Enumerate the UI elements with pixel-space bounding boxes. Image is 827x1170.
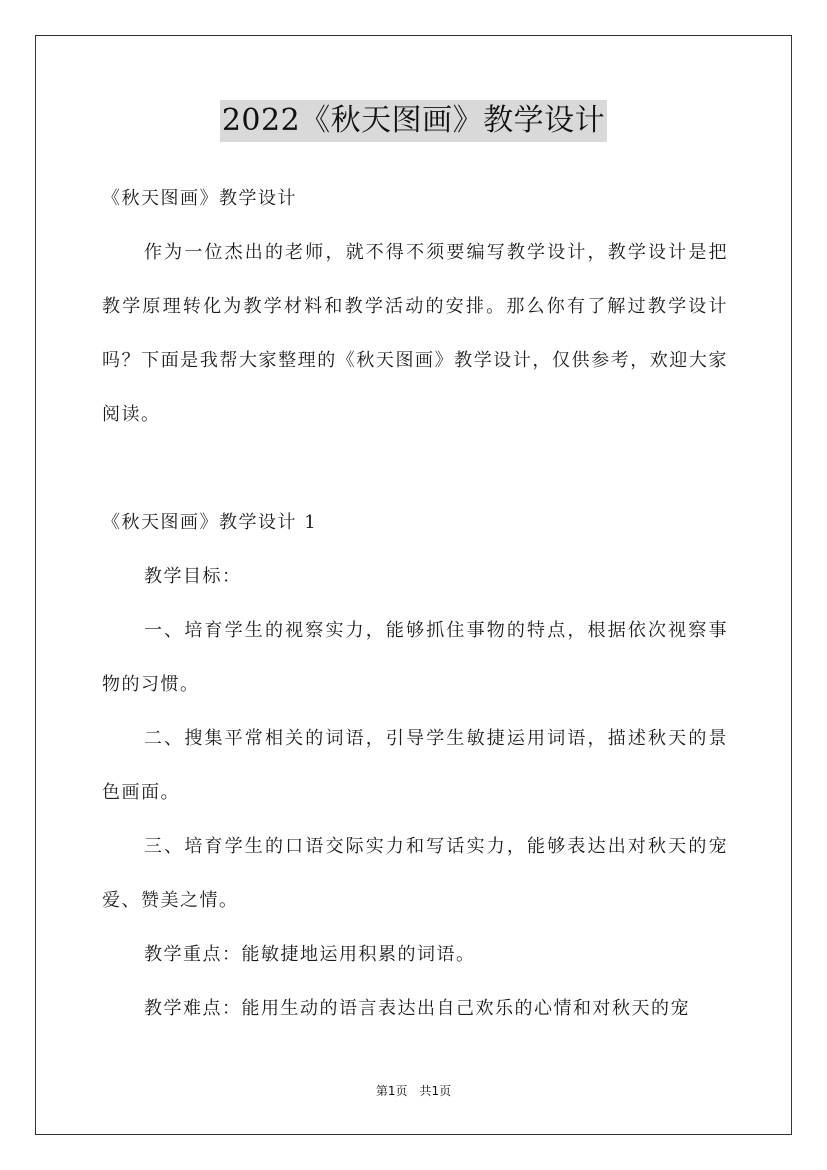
paragraph-objectives-label: 教学目标： [144,566,242,587]
page-number: 第1页 共1页 [375,1084,452,1098]
document-title: 2022《秋天图画》教学设计 [220,100,607,142]
spacer [102,442,728,496]
paragraph-key-point: 教学重点：能敏捷地运用积累的词语。 [144,944,476,965]
paragraph-objective-2: 二、搜集平常相关的词语，引导学生敏捷运用词语，描述秋天的景色画面。 [102,728,728,803]
subtitle: 《秋天图画》教学设计 [102,188,297,209]
paragraph-objective-3: 三、培育学生的口语交际实力和写话实力，能够表达出对秋天的宠爱、赞美之情。 [102,836,728,911]
paragraph-difficulty: 教学难点：能用生动的语言表达出自己欢乐的心情和对秋天的宠 [144,998,690,1019]
section-heading: 《秋天图画》教学设计 1 [102,512,318,533]
document-body [102,172,728,1036]
page-footer [0,1082,827,1099]
paragraph-objective-1: 一、培育学生的视察实力，能够抓住事物的特点，根据依次视察事物的习惯。 [102,620,728,695]
title-container [0,100,827,142]
intro-paragraph: 作为一位杰出的老师，就不得不须要编写教学设计，教学设计是把教学原理转化为教学材料和教学活动的安排。那么你有了解过教学设计吗？下面是我帮大家整理的《秋天图画》教学设计，仅供参考，欢迎大家阅读。 [102,242,728,425]
